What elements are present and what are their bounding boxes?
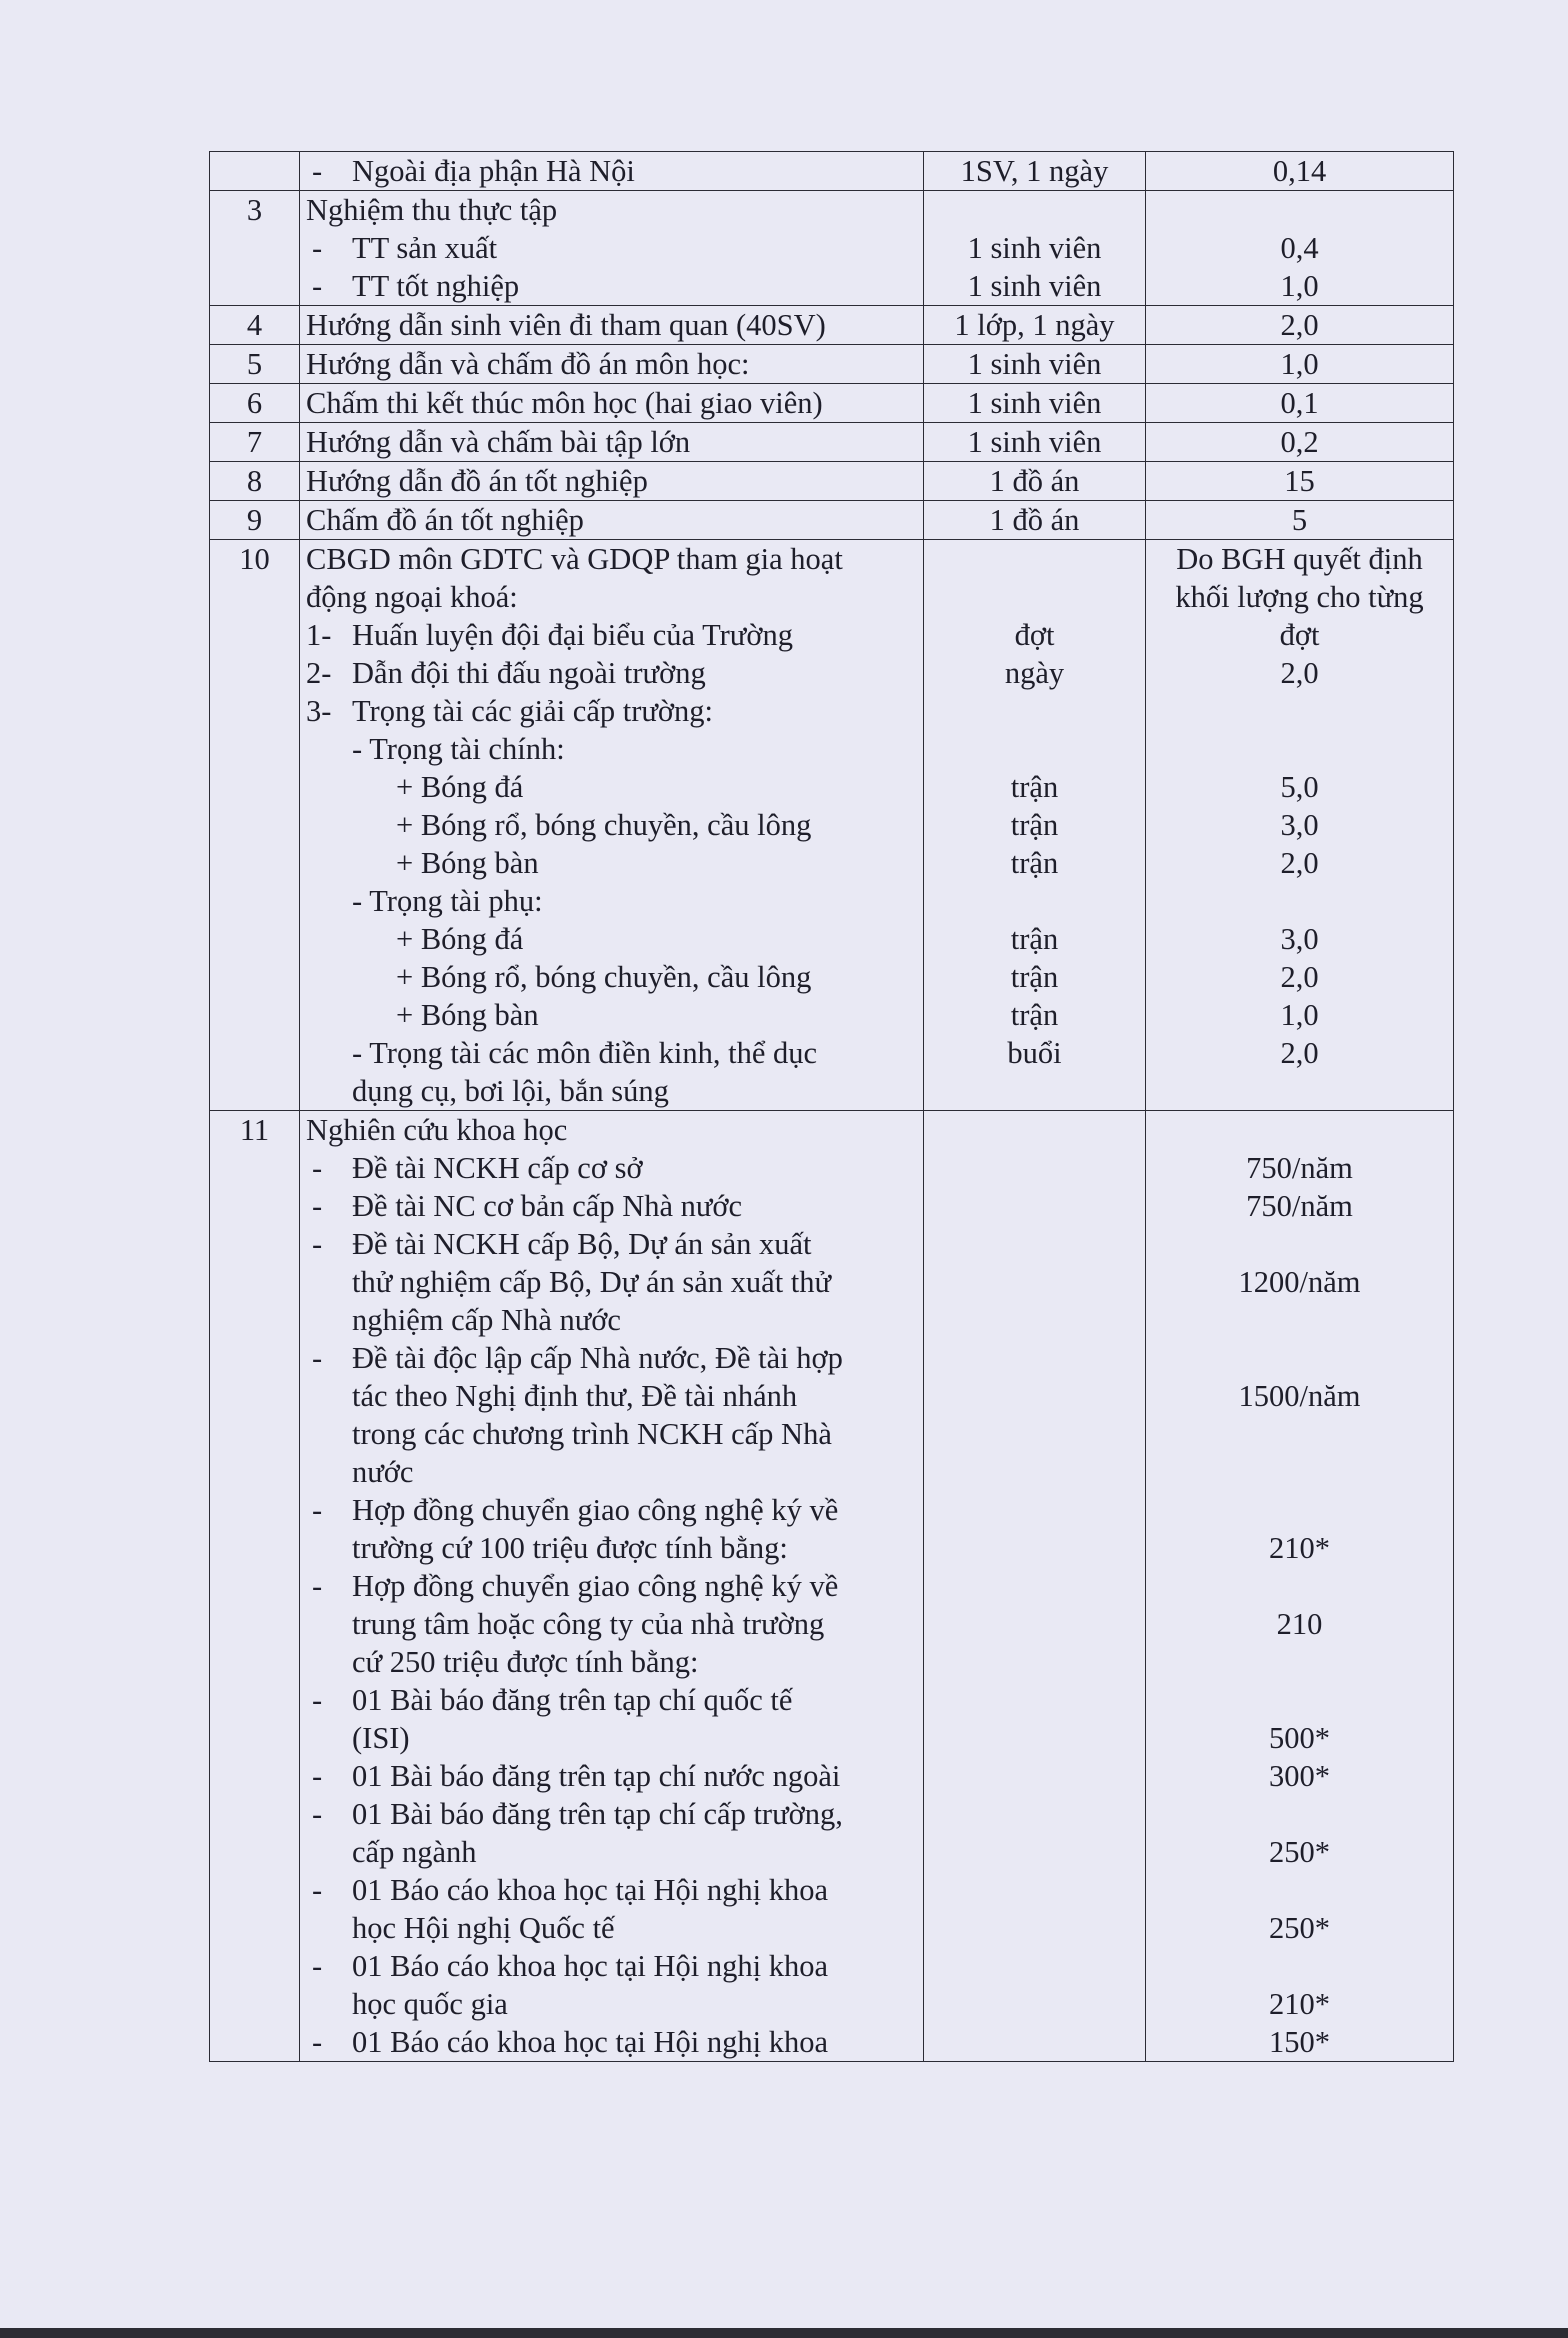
- unit-line: [930, 1529, 1139, 1567]
- desc-text: + Bóng bàn: [396, 998, 539, 1032]
- desc-text: Đề tài NCKH cấp cơ sở: [352, 1151, 643, 1185]
- unit-line: [930, 1643, 1139, 1681]
- unit-line: [930, 1605, 1139, 1643]
- unit-line: [930, 1072, 1139, 1110]
- desc-line: [306, 692, 917, 730]
- value-line: 0,4: [1280, 231, 1319, 265]
- unit-line: [930, 1871, 1139, 1909]
- unit-line: [930, 1377, 1139, 1415]
- desc-text: - Trọng tài các môn điền kinh, thể dục: [352, 1036, 818, 1070]
- unit-line: [930, 1909, 1139, 1947]
- value-line: 5,0: [1280, 770, 1319, 804]
- desc-line: [306, 1187, 917, 1225]
- desc-text: Hướng dẫn đồ án tốt nghiệp: [306, 464, 648, 498]
- row-unit: [924, 384, 1146, 423]
- desc-line: [306, 152, 917, 190]
- desc-text: Hướng dẫn và chấm đồ án môn học:: [306, 347, 750, 381]
- row-unit: [924, 462, 1146, 501]
- desc-text: cứ 250 triệu được tính bằng:: [352, 1645, 699, 1679]
- desc-text: Chấm đồ án tốt nghiệp: [306, 503, 584, 537]
- desc-line: [306, 958, 917, 996]
- unit-line: 1 sinh viên: [967, 425, 1102, 459]
- value-line: 750/năm: [1246, 1189, 1353, 1223]
- value-line: [1152, 692, 1447, 730]
- unit-line: [930, 1947, 1139, 1985]
- value-line: [1152, 1301, 1447, 1339]
- row-value: [1146, 1111, 1454, 2062]
- desc-line: [306, 345, 917, 383]
- unit-line: trận: [1010, 960, 1059, 994]
- desc-text: + Bóng bàn: [396, 846, 539, 880]
- desc-text: trường cứ 100 triệu được tính bằng:: [352, 1531, 788, 1565]
- row-value: [1146, 191, 1454, 306]
- desc-text: 01 Bài báo đăng trên tạp chí cấp trường,: [352, 1797, 843, 1831]
- unit-line: buổi: [1007, 1036, 1062, 1070]
- value-line: 250*: [1269, 1911, 1330, 1945]
- table-row: [210, 501, 1454, 540]
- row-unit: [924, 191, 1146, 306]
- unit-line: 1 lớp, 1 ngày: [954, 308, 1115, 342]
- value-line: [1152, 882, 1447, 920]
- value-line: [1152, 191, 1447, 229]
- value-line: 750/năm: [1246, 1151, 1353, 1185]
- desc-text: dụng cụ, bơi lội, bắn súng: [352, 1074, 669, 1108]
- desc-line: [306, 1757, 917, 1795]
- desc-text: trong các chương trình NCKH cấp Nhà: [352, 1417, 832, 1451]
- bullet-dash: -: [312, 1341, 323, 1375]
- desc-text: 01 Báo cáo khoa học tại Hội nghị khoa: [352, 1949, 829, 1983]
- item-number: 3-: [306, 694, 332, 728]
- table-body: [210, 152, 1454, 2062]
- bullet-dash: -: [312, 2025, 323, 2059]
- desc-line: [306, 1225, 917, 1263]
- desc-line: [306, 768, 917, 806]
- desc-text: TT sản xuất: [352, 231, 498, 265]
- table-row: [210, 306, 1454, 345]
- row-value: [1146, 384, 1454, 423]
- desc-text: Hướng dẫn và chấm bài tập lớn: [306, 425, 691, 459]
- value-line: [1152, 1491, 1447, 1529]
- desc-text: Dẫn đội thi đấu ngoài trường: [352, 656, 706, 690]
- desc-line: [306, 1947, 917, 1985]
- row-description: [300, 462, 924, 501]
- unit-line: [930, 1567, 1139, 1605]
- table-row: [210, 1111, 1454, 2062]
- value-line: [1152, 1643, 1447, 1681]
- row-value: [1146, 306, 1454, 345]
- bullet-dash: -: [312, 1151, 323, 1185]
- unit-line: trận: [1010, 770, 1059, 804]
- table-row: [210, 152, 1454, 191]
- row-unit: [924, 1111, 1146, 2062]
- unit-line: [930, 1833, 1139, 1871]
- desc-line: [306, 844, 917, 882]
- unit-line: [930, 2023, 1139, 2061]
- desc-text: + Bóng đá: [396, 922, 524, 956]
- unit-line: [930, 1491, 1139, 1529]
- desc-text: nghiệm cấp Nhà nước: [352, 1303, 621, 1337]
- bullet-dash: -: [312, 1189, 323, 1223]
- value-line: [1152, 1567, 1447, 1605]
- value-line: [1152, 1453, 1447, 1491]
- row-description: [300, 152, 924, 191]
- desc-line: [306, 1681, 917, 1719]
- unit-line: [930, 1795, 1139, 1833]
- desc-text: - Trọng tài chính:: [352, 732, 565, 766]
- desc-line: [306, 1909, 917, 1947]
- value-line: 1,0: [1280, 998, 1319, 1032]
- desc-line: [306, 1833, 917, 1871]
- unit-line: đợt: [1014, 618, 1055, 652]
- bullet-dash: -: [312, 1227, 323, 1261]
- table-row: [210, 191, 1454, 306]
- unit-line: [930, 1757, 1139, 1795]
- unit-line: [930, 1985, 1139, 2023]
- unit-line: [930, 578, 1139, 616]
- unit-line: [930, 1149, 1139, 1187]
- desc-line: [306, 1985, 917, 2023]
- row-number: [210, 152, 300, 191]
- desc-line: [306, 1377, 917, 1415]
- value-line: 150*: [1269, 2025, 1330, 2059]
- desc-text: Đề tài độc lập cấp Nhà nước, Đề tài hợp: [352, 1341, 843, 1375]
- desc-line: [306, 1643, 917, 1681]
- value-line: 1200/năm: [1238, 1265, 1361, 1299]
- desc-text: 01 Báo cáo khoa học tại Hội nghị khoa: [352, 2025, 829, 2059]
- desc-line: [306, 191, 917, 229]
- row-number: 9: [210, 501, 300, 540]
- value-line: 0,14: [1272, 154, 1327, 188]
- row-description: [300, 1111, 924, 2062]
- value-line: đợt: [1279, 618, 1320, 652]
- item-number: 1-: [306, 618, 332, 652]
- value-line: 2,0: [1280, 1036, 1319, 1070]
- value-line: 250*: [1269, 1835, 1330, 1869]
- desc-line: [306, 1719, 917, 1757]
- desc-line: [306, 1605, 917, 1643]
- row-unit: [924, 540, 1146, 1111]
- desc-line: [306, 1301, 917, 1339]
- desc-text: Đề tài NC cơ bản cấp Nhà nước: [352, 1189, 743, 1223]
- desc-line: [306, 462, 917, 500]
- row-unit: [924, 501, 1146, 540]
- unit-line: [930, 1263, 1139, 1301]
- row-value: [1146, 345, 1454, 384]
- table-row: [210, 423, 1454, 462]
- desc-line: [306, 1111, 917, 1149]
- desc-line: [306, 616, 917, 654]
- row-value: [1146, 152, 1454, 191]
- desc-text: TT tốt nghiệp: [352, 269, 520, 303]
- value-line: 0,1: [1280, 386, 1319, 420]
- desc-line: [306, 996, 917, 1034]
- row-description: [300, 384, 924, 423]
- table-row: [210, 345, 1454, 384]
- value-line: [1152, 1947, 1447, 1985]
- value-line: 300*: [1269, 1759, 1330, 1793]
- desc-text: trung tâm hoặc công ty của nhà trường: [352, 1607, 825, 1641]
- value-line: [1152, 1415, 1447, 1453]
- unit-line: trận: [1010, 808, 1059, 842]
- value-line: [1152, 1339, 1447, 1377]
- row-description: [300, 501, 924, 540]
- row-number: 3: [210, 191, 300, 306]
- desc-line: [306, 1491, 917, 1529]
- bullet-dash: -: [312, 1949, 323, 1983]
- value-line: khối lượng cho từng: [1175, 580, 1424, 614]
- value-line: [1152, 1681, 1447, 1719]
- unit-line: [930, 1415, 1139, 1453]
- unit-line: ngày: [1004, 656, 1065, 690]
- table-row: [210, 384, 1454, 423]
- bullet-dash: -: [312, 269, 323, 303]
- value-line: 1,0: [1280, 347, 1319, 381]
- value-line: [1152, 1072, 1447, 1110]
- unit-line: trận: [1010, 846, 1059, 880]
- desc-line: [306, 1339, 917, 1377]
- unit-line: 1 đồ án: [989, 503, 1080, 537]
- desc-text: Chấm thi kết thúc môn học (hai giao viên): [306, 386, 823, 420]
- desc-line: [306, 1072, 917, 1110]
- desc-text: 01 Bài báo đăng trên tạp chí nước ngoài: [352, 1759, 841, 1793]
- desc-text: 01 Báo cáo khoa học tại Hội nghị khoa: [352, 1873, 829, 1907]
- unit-line: [930, 1225, 1139, 1263]
- row-unit: [924, 306, 1146, 345]
- desc-text: học quốc gia: [352, 1987, 508, 2021]
- desc-line: [306, 423, 917, 461]
- row-number: 7: [210, 423, 300, 462]
- row-unit: [924, 345, 1146, 384]
- desc-text: Hợp đồng chuyển giao công nghệ ký về: [352, 1493, 839, 1527]
- desc-line: [306, 806, 917, 844]
- value-line: [1152, 1111, 1447, 1149]
- row-unit: [924, 152, 1146, 191]
- bullet-dash: -: [312, 1493, 323, 1527]
- item-number: 2-: [306, 656, 332, 690]
- desc-text: tác theo Nghị định thư, Đề tài nhánh: [352, 1379, 798, 1413]
- value-line: 2,0: [1280, 308, 1319, 342]
- desc-text: Ngoài địa phận Hà Nội: [352, 154, 635, 188]
- unit-line: [930, 1339, 1139, 1377]
- row-number: 8: [210, 462, 300, 501]
- workload-table: [209, 151, 1454, 2062]
- value-line: Do BGH quyết định: [1176, 542, 1423, 576]
- desc-line: [306, 1529, 917, 1567]
- value-line: [1152, 1225, 1447, 1263]
- desc-text: + Bóng rổ, bóng chuyền, cầu lông: [396, 808, 812, 842]
- row-value: [1146, 501, 1454, 540]
- desc-text: thử nghiệm cấp Bộ, Dự án sản xuất thử: [352, 1265, 832, 1299]
- row-description: [300, 191, 924, 306]
- value-line: 500*: [1269, 1721, 1330, 1755]
- bullet-dash: -: [312, 1759, 323, 1793]
- value-line: 15: [1284, 464, 1315, 498]
- desc-text: cấp ngành: [352, 1835, 477, 1869]
- desc-line: [306, 1795, 917, 1833]
- unit-line: 1 sinh viên: [967, 231, 1102, 265]
- unit-line: [930, 730, 1139, 768]
- unit-line: 1 sinh viên: [967, 386, 1102, 420]
- unit-line: [930, 692, 1139, 730]
- desc-line: [306, 501, 917, 539]
- desc-line: [306, 540, 917, 578]
- unit-line: [930, 1681, 1139, 1719]
- desc-text: + Bóng rổ, bóng chuyền, cầu lông: [396, 960, 812, 994]
- unit-line: [930, 1719, 1139, 1757]
- desc-line: [306, 882, 917, 920]
- table-row: [210, 540, 1454, 1111]
- bullet-dash: -: [312, 1569, 323, 1603]
- row-description: [300, 306, 924, 345]
- value-line: 1500/năm: [1238, 1379, 1361, 1413]
- bullet-dash: -: [312, 1873, 323, 1907]
- desc-text: động ngoại khoá:: [306, 580, 518, 614]
- desc-line: [306, 384, 917, 422]
- desc-text: Hợp đồng chuyển giao công nghệ ký về: [352, 1569, 839, 1603]
- bullet-dash: -: [312, 1797, 323, 1831]
- unit-line: [930, 1187, 1139, 1225]
- value-line: 3,0: [1280, 808, 1319, 842]
- desc-text: (ISI): [352, 1721, 410, 1755]
- desc-line: [306, 1871, 917, 1909]
- row-value: [1146, 540, 1454, 1111]
- unit-line: [930, 1301, 1139, 1339]
- value-line: 210*: [1269, 1987, 1330, 2021]
- desc-line: [306, 2023, 917, 2061]
- row-description: [300, 540, 924, 1111]
- desc-line: [306, 229, 917, 267]
- desc-line: [306, 1263, 917, 1301]
- unit-line: 1 đồ án: [989, 464, 1080, 498]
- row-value: [1146, 423, 1454, 462]
- desc-line: [306, 1453, 917, 1491]
- row-unit: [924, 423, 1146, 462]
- value-line: 2,0: [1280, 656, 1319, 690]
- desc-text: - Trọng tài phụ:: [352, 884, 543, 918]
- table-row: [210, 462, 1454, 501]
- row-number: 6: [210, 384, 300, 423]
- desc-line: [306, 306, 917, 344]
- desc-text: 01 Bài báo đăng trên tạp chí quốc tế: [352, 1683, 793, 1717]
- value-line: [1152, 1871, 1447, 1909]
- value-line: 0,2: [1280, 425, 1319, 459]
- unit-line: [930, 540, 1139, 578]
- value-line: 1,0: [1280, 269, 1319, 303]
- row-number: 10: [210, 540, 300, 1111]
- desc-text: + Bóng đá: [396, 770, 524, 804]
- desc-text: nước: [352, 1455, 414, 1489]
- desc-line: [306, 267, 917, 305]
- unit-line: trận: [1010, 998, 1059, 1032]
- desc-text: Hướng dẫn sinh viên đi tham quan (40SV): [306, 308, 826, 342]
- bullet-dash: -: [312, 231, 323, 265]
- unit-line: [930, 191, 1139, 229]
- row-number: 11: [210, 1111, 300, 2062]
- desc-text: Nghiên cứu khoa học: [306, 1113, 568, 1147]
- desc-line: [306, 730, 917, 768]
- desc-text: học Hội nghị Quốc tế: [352, 1911, 615, 1945]
- value-line: 2,0: [1280, 960, 1319, 994]
- desc-line: [306, 654, 917, 692]
- desc-text: Huấn luyện đội đại biểu của Trường: [352, 618, 793, 652]
- desc-line: [306, 578, 917, 616]
- value-line: [1152, 1795, 1447, 1833]
- value-line: 3,0: [1280, 922, 1319, 956]
- row-description: [300, 423, 924, 462]
- unit-line: [930, 1453, 1139, 1491]
- row-description: [300, 345, 924, 384]
- value-line: 210: [1276, 1607, 1323, 1641]
- desc-line: [306, 1034, 917, 1072]
- unit-line: [930, 1111, 1139, 1149]
- desc-text: CBGD môn GDTC và GDQP tham gia hoạt: [306, 542, 843, 576]
- bullet-dash: -: [312, 154, 323, 188]
- value-line: 2,0: [1280, 846, 1319, 880]
- scan-bottom-edge: [0, 2328, 1568, 2338]
- value-line: 210*: [1269, 1531, 1330, 1565]
- bullet-dash: -: [312, 1683, 323, 1717]
- desc-text: Nghiệm thu thực tập: [306, 193, 558, 227]
- desc-text: Đề tài NCKH cấp Bộ, Dự án sản xuất: [352, 1227, 812, 1261]
- desc-text: Trọng tài các giải cấp trường:: [352, 694, 714, 728]
- unit-line: 1 sinh viên: [967, 347, 1102, 381]
- desc-line: [306, 1415, 917, 1453]
- value-line: [1152, 730, 1447, 768]
- unit-line: [930, 882, 1139, 920]
- value-line: 5: [1291, 503, 1308, 537]
- row-value: [1146, 462, 1454, 501]
- unit-line: 1SV, 1 ngày: [960, 154, 1109, 188]
- desc-line: [306, 920, 917, 958]
- row-number: 4: [210, 306, 300, 345]
- row-number: 5: [210, 345, 300, 384]
- desc-line: [306, 1567, 917, 1605]
- desc-line: [306, 1149, 917, 1187]
- unit-line: 1 sinh viên: [967, 269, 1102, 303]
- unit-line: trận: [1010, 922, 1059, 956]
